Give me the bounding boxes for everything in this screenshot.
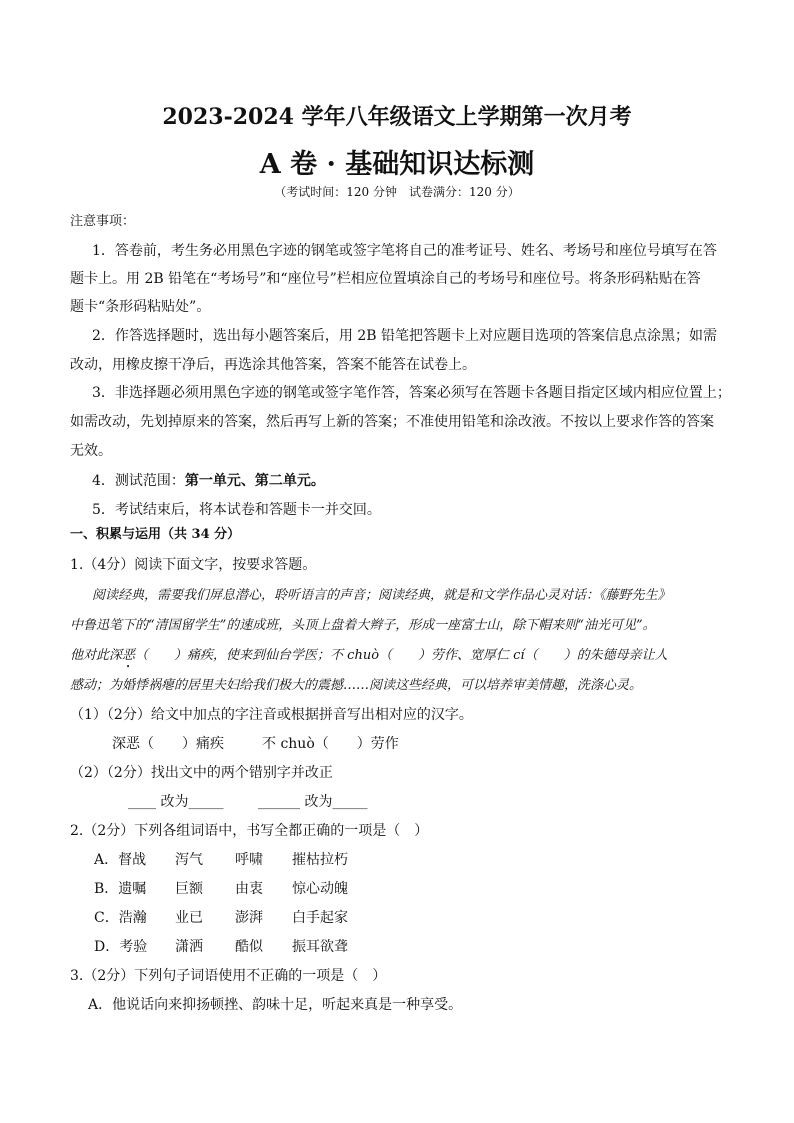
q2-option-c-word3: 澎湃 (235, 910, 263, 926)
q1-passage-line3 (70, 646, 668, 671)
q2-option-a-word2: 泻气 (175, 852, 203, 868)
q3-option-a: A．他说话向来抑扬顿挫、韵味十足，听起来真是一种享受。 (88, 997, 463, 1013)
q2-option-c-word4: 白手起家 (292, 910, 348, 926)
q3-stem: 3.（2分）下列句子词语使用不正确的一项是（ ） (70, 968, 387, 984)
q2-option-c-word2: 业已 (175, 910, 203, 926)
q1-stem: 1.（4分）阅读下面文字，按要求答题。 (70, 557, 317, 573)
notice-item4-value: 第一单元、第二单元。 (184, 473, 325, 489)
q1-passage-dotted-char: 恶 (122, 648, 136, 663)
notice-item1-line1: 1．答卷前，考生务必用黑色字迹的钢笔或签字笔将自己的准考证号、姓名、考场号和座位号填写在答 (92, 243, 717, 259)
section1-heading: 一、积累与运用（共 34 分） (70, 527, 241, 542)
q2-option-a-word3: 呼啸 (235, 852, 263, 868)
exam-subtitle: A 卷 · 基础知识达标测 (259, 149, 535, 180)
q2-option-c-word1: C．浩瀚 (94, 910, 147, 926)
notice-item3-line3: 无效。 (70, 443, 112, 459)
notice-item4-prefix: 4．测试范围： (92, 473, 185, 489)
notice-item2-line2: 改动，用橡皮擦干净后，再选涂其他答案，答案不能答在试卷上。 (70, 357, 476, 373)
notice-item3-line1: 3．非选择题必须用黑色字迹的钢笔或签字笔作答，答案必须写在答题卡各题目指定区域内相应位置上； (92, 385, 731, 401)
q1-sub1-a: 深恶（ ）痛疾 (112, 736, 224, 752)
notice-item4 (92, 471, 325, 491)
notice-item2-line1: 2．作答选择题时，选出每小题答案后，用 2B 铅笔把答题卡上对应题目选项的答案信息点涂黑；如需 (92, 328, 718, 344)
q2-option-d-word3: 酷似 (235, 939, 263, 955)
q1-passage-line1: 阅读经典，需要我们屏息潜心，聆听语言的声音；阅读经典，就是和文学作品心灵对话：《藤野先生》 (92, 588, 671, 603)
q2-option-c (94, 908, 348, 928)
exam-title: 2023-2024 学年八年级语文上学期第一次月考 (162, 104, 632, 130)
q2-stem: 2.（2分）下列各组词语中，书写全都正确的一项是（ ） (70, 823, 429, 839)
q2-option-a-word4: 摧枯拉朽 (292, 852, 348, 868)
q1-sub2-b: ______ 改为_____ (258, 794, 368, 810)
notice-item1-line2: 题卡上。用 2B 铅笔在“考场号”和“座位号”栏相应位置填涂自己的考场号和座位号。将条形码粘贴在答 (70, 271, 701, 287)
q1-passage-line2: 中鲁迅笔下的“清国留学生”的速成班，头顶上盘着大辫子，形成一座富士山，除下帽来则“油光可见”。 (70, 618, 656, 633)
q2-option-d-word2: 潇洒 (175, 939, 203, 955)
notice-item1-line3: 题卡“条形码粘贴处”。 (70, 299, 211, 315)
q1-sub1-stem: （1）（2分）给文中加点的字注音或根据拼音写出相对应的汉字。 (70, 707, 473, 723)
q1-passage-line3b: （ ）痛疾，使来到仙台学医；不 chuò（ ）劳作、宽厚仁 cí（ ）的朱德母亲让人 (135, 648, 668, 663)
q2-option-d (94, 937, 348, 957)
q1-sub2-stem: （2）（2分）找出文中的两个错别字并改正 (70, 765, 333, 781)
q2-option-b (94, 879, 348, 899)
q2-option-d-word1: D．考验 (94, 939, 148, 955)
q1-passage-line4: 感动；为婚悸祸瘪的居里夫妇给我们极大的震撼……阅读这些经典，可以培养审美情趣，洗涤心灵。 (70, 678, 643, 693)
q2-option-a-word1: A．督战 (94, 852, 147, 868)
q2-option-a (94, 850, 348, 870)
notice-item5: 5．考试结束后，将本试卷和答题卡一并交回。 (92, 502, 381, 518)
q1-sub2-a: ____ 改为_____ (128, 794, 224, 810)
notice-item3-line2: 如需改动，先划掉原来的答案，然后再写上新的答案；不准使用铅笔和涂改液。不按以上要求作答的答案 (70, 414, 714, 430)
q2-option-b-word4: 惊心动魄 (292, 881, 348, 897)
q2-option-b-word2: 巨额 (175, 881, 203, 897)
q1-sub1-b: 不 chuò（ ）劳作 (262, 736, 399, 752)
notice-heading: 注意事项： (70, 214, 136, 229)
q2-option-d-word4: 振耳欲聋 (292, 939, 348, 955)
q2-option-b-word3: 由衷 (235, 881, 263, 897)
q2-option-b-word1: B．遗嘱 (94, 881, 147, 897)
q1-passage-line3a: 他对此深 (70, 648, 123, 663)
exam-info: （考试时间：120 分钟 试卷满分：120 分） (274, 185, 520, 199)
